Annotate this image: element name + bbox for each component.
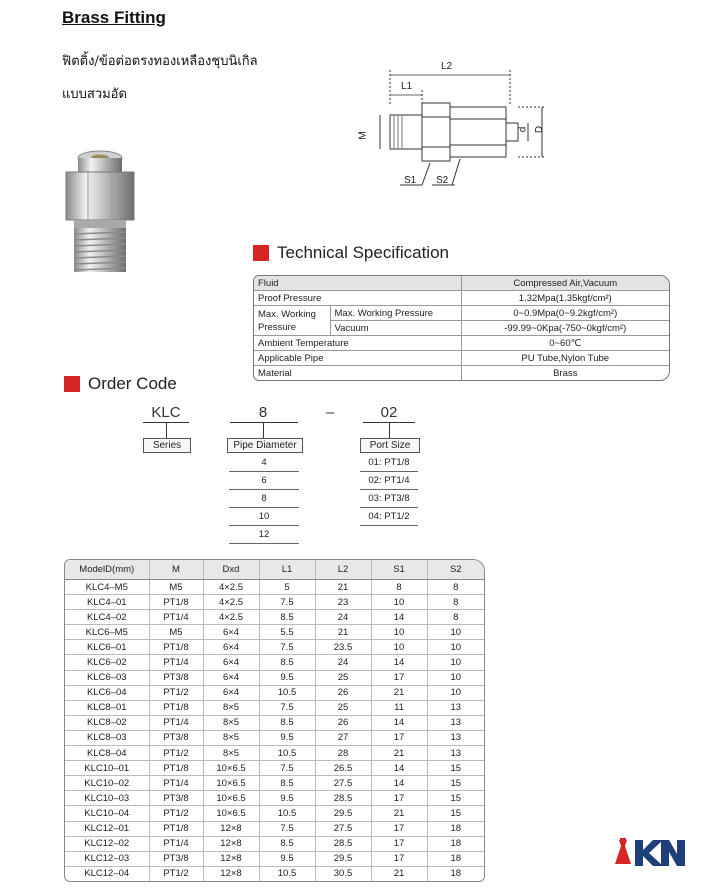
diameter-code: 8 <box>258 404 268 421</box>
table-cell: 6×4 <box>203 670 259 685</box>
table-row <box>65 595 484 610</box>
spec-label: Ambient Temperature <box>254 336 461 351</box>
table-cell: 10.5 <box>259 806 315 821</box>
dim-label-d-small: d <box>517 126 529 133</box>
table-cell: PT1/8 <box>149 761 203 776</box>
table-cell: 8×5 <box>203 715 259 730</box>
table-cell: PT1/8 <box>149 640 203 655</box>
table-cell: 10×6.5 <box>203 761 259 776</box>
table-row <box>65 700 484 715</box>
port-code: 02 <box>380 404 398 421</box>
spec-value: 0~60℃ <box>461 336 669 351</box>
table-cell: 12×8 <box>203 851 259 866</box>
column-header: S2 <box>427 560 484 580</box>
table-cell: 18 <box>427 836 484 851</box>
table-cell: 10 <box>427 625 484 640</box>
column-header: M <box>149 560 203 580</box>
dimension-diagram <box>357 55 560 195</box>
table-cell: 7.5 <box>259 761 315 776</box>
page-title: Brass Fitting <box>62 8 166 27</box>
thai-description: ฟิตติ้ง/ข้อต่อตรงทองเหลืองชุบนิเกิล <box>62 54 258 69</box>
table-cell: 6×4 <box>203 655 259 670</box>
table-cell: PT1/8 <box>149 700 203 715</box>
dim-label-d-large: D <box>534 125 546 134</box>
spec-value: 1.32Mpa(1.35kgf/cm²) <box>461 291 669 306</box>
table-cell: 26 <box>315 685 371 700</box>
table-cell: 27.5 <box>315 776 371 791</box>
column-header: L1 <box>259 560 315 580</box>
red-square-icon <box>253 245 269 261</box>
table-cell: KLC6–M5 <box>65 625 149 640</box>
list-item: 8 <box>229 490 299 508</box>
table-cell: 14 <box>371 776 427 791</box>
table-cell: 23 <box>315 595 371 610</box>
table-cell: KLC6–04 <box>65 685 149 700</box>
list-item: 04: PT1/2 <box>360 508 418 526</box>
table-cell: KLC10–03 <box>65 791 149 806</box>
spec-sublabel: Vacuum <box>330 321 461 336</box>
spec-sublabel: Max. Working Pressure <box>330 306 461 321</box>
series-code: KLC <box>151 404 181 421</box>
table-cell: 28.5 <box>315 836 371 851</box>
table-cell: 25 <box>315 670 371 685</box>
table-cell: 10 <box>371 595 427 610</box>
table-cell: 10 <box>371 625 427 640</box>
table-cell: 29.5 <box>315 851 371 866</box>
table-cell: 8 <box>371 580 427 595</box>
pipe-diameter-label: Pipe Diameter <box>227 438 303 453</box>
red-square-icon <box>64 376 80 392</box>
table-row <box>65 776 484 791</box>
table-cell: 7.5 <box>259 700 315 715</box>
table-cell: 14 <box>371 610 427 625</box>
list-item: 03: PT3/8 <box>360 490 418 508</box>
table-row <box>65 836 484 851</box>
table-cell: 12×8 <box>203 866 259 881</box>
spec-value: Brass <box>461 366 669 381</box>
table-cell: 8 <box>427 580 484 595</box>
table-cell: 10 <box>427 685 484 700</box>
table-cell: KLC12–03 <box>65 851 149 866</box>
table-cell: 17 <box>371 791 427 806</box>
table-row <box>65 866 484 881</box>
diameter-underline <box>230 422 298 423</box>
model-table <box>64 559 485 882</box>
table-cell: 21 <box>315 625 371 640</box>
table-cell: KLC6–01 <box>65 640 149 655</box>
table-cell: 21 <box>371 866 427 881</box>
table-cell: 30.5 <box>315 866 371 881</box>
table-row <box>65 791 484 806</box>
dim-label-l1: L1 <box>401 81 413 92</box>
table-row <box>65 625 484 640</box>
table-cell: 12×8 <box>203 836 259 851</box>
table-cell: KLC8–03 <box>65 730 149 745</box>
table-cell: 13 <box>427 730 484 745</box>
port-size-label: Port Size <box>360 438 420 453</box>
table-cell: 5.5 <box>259 625 315 640</box>
table-cell: PT3/8 <box>149 730 203 745</box>
table-cell: PT1/2 <box>149 746 203 761</box>
series-label: Series <box>143 438 191 453</box>
table-cell: 9.5 <box>259 730 315 745</box>
table-cell: 4×2.5 <box>203 610 259 625</box>
list-item: 12 <box>229 526 299 544</box>
table-cell: PT3/8 <box>149 791 203 806</box>
table-cell: 10 <box>427 640 484 655</box>
table-row <box>65 715 484 730</box>
spec-value: Compressed Air,Vacuum <box>461 276 669 291</box>
tech-spec-table <box>253 275 670 381</box>
port-connector <box>389 422 390 438</box>
table-cell: KLC6–02 <box>65 655 149 670</box>
table-cell: 10.5 <box>259 866 315 881</box>
series-connector <box>166 422 167 438</box>
column-header: Dxd <box>203 560 259 580</box>
table-row <box>65 730 484 745</box>
table-cell: 27.5 <box>315 821 371 836</box>
table-cell: 8×5 <box>203 746 259 761</box>
tech-spec-heading <box>253 243 449 263</box>
table-row <box>65 851 484 866</box>
list-item: 01: PT1/8 <box>360 454 418 472</box>
table-cell: 17 <box>371 821 427 836</box>
table-cell: 13 <box>427 700 484 715</box>
table-cell: 10.5 <box>259 746 315 761</box>
table-header-row <box>65 560 484 580</box>
table-cell: 15 <box>427 806 484 821</box>
table-cell: 7.5 <box>259 640 315 655</box>
table-cell: PT1/8 <box>149 821 203 836</box>
table-cell: KLC6–03 <box>65 670 149 685</box>
order-code-title: Order Code <box>88 374 177 393</box>
table-cell: 23.5 <box>315 640 371 655</box>
table-cell: 7.5 <box>259 595 315 610</box>
table-cell: 24 <box>315 610 371 625</box>
dim-label-m: M <box>357 131 369 140</box>
table-cell: 14 <box>371 655 427 670</box>
spec-label: Max. Working Pressure <box>254 306 330 336</box>
table-cell: KLC12–02 <box>65 836 149 851</box>
table-cell: 8 <box>427 610 484 625</box>
table-cell: 8.5 <box>259 776 315 791</box>
table-cell: PT3/8 <box>149 670 203 685</box>
dim-label-l2: L2 <box>441 61 453 72</box>
code-dash: – <box>325 404 335 421</box>
table-cell: KLC8–01 <box>65 700 149 715</box>
table-cell: 27 <box>315 730 371 745</box>
table-cell: 11 <box>371 700 427 715</box>
table-cell: PT1/4 <box>149 836 203 851</box>
table-cell: PT1/4 <box>149 715 203 730</box>
table-cell: KLC4–01 <box>65 595 149 610</box>
table-cell: 15 <box>427 761 484 776</box>
list-item: 10 <box>229 508 299 526</box>
table-cell: 10×6.5 <box>203 776 259 791</box>
table-row <box>65 806 484 821</box>
table-cell: 9.5 <box>259 851 315 866</box>
column-header: L2 <box>315 560 371 580</box>
table-cell: 26 <box>315 715 371 730</box>
table-cell: 8×5 <box>203 700 259 715</box>
table-cell: 21 <box>315 580 371 595</box>
company-logo <box>613 836 687 870</box>
table-cell: PT1/4 <box>149 776 203 791</box>
table-cell: 21 <box>371 746 427 761</box>
table-cell: 13 <box>427 715 484 730</box>
dim-label-s1: S1 <box>404 175 417 186</box>
table-cell: 8×5 <box>203 730 259 745</box>
table-cell: 18 <box>427 866 484 881</box>
table-cell: 10×6.5 <box>203 791 259 806</box>
table-cell: 8.5 <box>259 715 315 730</box>
table-cell: 29.5 <box>315 806 371 821</box>
table-cell: KLC4–M5 <box>65 580 149 595</box>
column-header: ModelD(mm) <box>65 560 149 580</box>
table-cell: 17 <box>371 670 427 685</box>
table-cell: PT1/4 <box>149 655 203 670</box>
table-row <box>65 821 484 836</box>
spec-value: -99.99~0Kpa(-750~0kgf/cm²) <box>461 321 669 336</box>
table-row <box>65 761 484 776</box>
table-cell: 24 <box>315 655 371 670</box>
table-cell: KLC10–01 <box>65 761 149 776</box>
table-cell: 10 <box>371 640 427 655</box>
table-cell: 9.5 <box>259 670 315 685</box>
table-cell: 26.5 <box>315 761 371 776</box>
thai-subdescription: แบบสวมอัด <box>62 87 127 102</box>
list-item: 02: PT1/4 <box>360 472 418 490</box>
table-cell: PT1/8 <box>149 595 203 610</box>
table-cell: 5 <box>259 580 315 595</box>
table-cell: PT1/2 <box>149 806 203 821</box>
table-cell: 25 <box>315 700 371 715</box>
table-cell: 6×4 <box>203 625 259 640</box>
table-cell: 21 <box>371 806 427 821</box>
spec-label: Proof Pressure <box>254 291 461 306</box>
list-item: 6 <box>229 472 299 490</box>
spec-label: Material <box>254 366 461 381</box>
table-cell: 10 <box>427 655 484 670</box>
table-cell: 13 <box>427 746 484 761</box>
spec-label: Fluid <box>254 276 461 291</box>
table-cell: KLC8–02 <box>65 715 149 730</box>
column-header: S1 <box>371 560 427 580</box>
table-cell: 18 <box>427 851 484 866</box>
list-item: 4 <box>229 454 299 472</box>
table-cell: 14 <box>371 715 427 730</box>
spec-label: Applicable Pipe <box>254 351 461 366</box>
table-cell: 10×6.5 <box>203 806 259 821</box>
table-cell: KLC12–04 <box>65 866 149 881</box>
table-cell: 8.5 <box>259 610 315 625</box>
table-cell: KLC10–02 <box>65 776 149 791</box>
table-cell: 10.5 <box>259 685 315 700</box>
product-photo <box>52 148 142 276</box>
table-cell: 4×2.5 <box>203 580 259 595</box>
dim-label-s2: S2 <box>436 175 449 186</box>
table-row <box>65 610 484 625</box>
tech-spec-title: Technical Specification <box>277 243 449 262</box>
table-cell: KLC8–04 <box>65 746 149 761</box>
table-cell: 28.5 <box>315 791 371 806</box>
diameter-connector <box>263 422 264 438</box>
table-cell: 7.5 <box>259 821 315 836</box>
table-row <box>65 640 484 655</box>
table-row <box>65 746 484 761</box>
table-cell: 6×4 <box>203 640 259 655</box>
table-cell: 8 <box>427 595 484 610</box>
spec-value: PU Tube,Nylon Tube <box>461 351 669 366</box>
table-cell: 18 <box>427 821 484 836</box>
table-cell: PT3/8 <box>149 851 203 866</box>
table-cell: PT1/4 <box>149 610 203 625</box>
table-row <box>65 580 484 595</box>
table-cell: M5 <box>149 625 203 640</box>
table-cell: 17 <box>371 851 427 866</box>
table-cell: 21 <box>371 685 427 700</box>
table-cell: KLC10–04 <box>65 806 149 821</box>
table-cell: 8.5 <box>259 655 315 670</box>
table-cell: 17 <box>371 836 427 851</box>
table-row <box>65 685 484 700</box>
table-cell: 14 <box>371 761 427 776</box>
table-cell: 8.5 <box>259 836 315 851</box>
table-cell: 15 <box>427 776 484 791</box>
table-row <box>65 655 484 670</box>
table-cell: PT1/2 <box>149 866 203 881</box>
table-cell: M5 <box>149 580 203 595</box>
diameter-list <box>229 454 299 544</box>
table-cell: 9.5 <box>259 791 315 806</box>
port-list <box>360 454 418 526</box>
table-cell: 15 <box>427 791 484 806</box>
table-cell: 6×4 <box>203 685 259 700</box>
table-row <box>65 670 484 685</box>
table-cell: 4×2.5 <box>203 595 259 610</box>
table-cell: KLC4–02 <box>65 610 149 625</box>
table-cell: PT1/2 <box>149 685 203 700</box>
order-code-heading <box>64 374 177 394</box>
table-cell: 28 <box>315 746 371 761</box>
table-cell: 10 <box>427 670 484 685</box>
table-cell: KLC12–01 <box>65 821 149 836</box>
spec-value: 0~0.9Mpa(0~9.2kgf/cm²) <box>461 306 669 321</box>
table-cell: 12×8 <box>203 821 259 836</box>
table-cell: 17 <box>371 730 427 745</box>
